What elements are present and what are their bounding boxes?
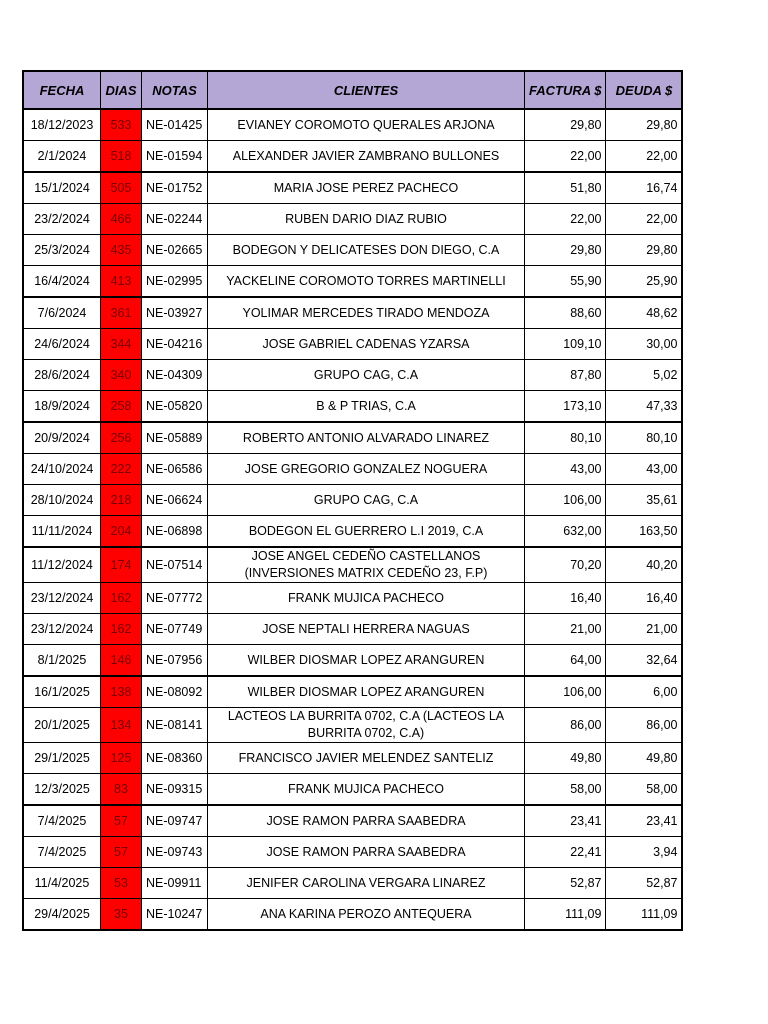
cell-deuda: 22,00 [606, 141, 683, 173]
cell-factura: 29,80 [525, 235, 606, 266]
cell-cliente: JOSE ANGEL CEDEÑO CASTELLANOS (INVERSIONES MATRIX CEDEÑO 23, F.P) [208, 547, 525, 583]
cell-deuda: 43,00 [606, 454, 683, 485]
cell-cliente: MARIA JOSE PEREZ PACHECO [208, 172, 525, 204]
cell-deuda: 58,00 [606, 774, 683, 806]
cell-deuda: 23,41 [606, 805, 683, 837]
table-row [23, 204, 682, 235]
table-row [23, 141, 682, 173]
cell-dias: 413 [101, 266, 142, 298]
cell-cliente: B & P TRIAS, C.A [208, 391, 525, 423]
table-row [23, 329, 682, 360]
table-row [23, 266, 682, 298]
cell-deuda: 21,00 [606, 614, 683, 645]
cell-dias: 174 [101, 547, 142, 583]
cell-nota: NE-08360 [142, 743, 208, 774]
cell-cliente: ROBERTO ANTONIO ALVARADO LINAREZ [208, 422, 525, 454]
cell-cliente: YACKELINE COROMOTO TORRES MARTINELLI [208, 266, 525, 298]
table-row [23, 837, 682, 868]
cell-deuda: 111,09 [606, 899, 683, 931]
cell-dias: 57 [101, 837, 142, 868]
cell-factura: 43,00 [525, 454, 606, 485]
cell-fecha: 7/4/2025 [23, 837, 101, 868]
cell-dias: 162 [101, 614, 142, 645]
table-row [23, 422, 682, 454]
cell-factura: 106,00 [525, 485, 606, 516]
cell-dias: 134 [101, 708, 142, 743]
header-dias: DIAS [101, 71, 142, 109]
cell-dias: 361 [101, 297, 142, 329]
cell-fecha: 28/10/2024 [23, 485, 101, 516]
cell-factura: 21,00 [525, 614, 606, 645]
cell-dias: 518 [101, 141, 142, 173]
cell-cliente: GRUPO CAG, C.A [208, 360, 525, 391]
cell-factura: 70,20 [525, 547, 606, 583]
cell-nota: NE-06586 [142, 454, 208, 485]
cell-nota: NE-03927 [142, 297, 208, 329]
cell-nota: NE-04216 [142, 329, 208, 360]
table-row [23, 868, 682, 899]
cell-deuda: 80,10 [606, 422, 683, 454]
table-row [23, 454, 682, 485]
cell-nota: NE-01752 [142, 172, 208, 204]
cell-dias: 57 [101, 805, 142, 837]
cell-cliente: JOSE NEPTALI HERRERA NAGUAS [208, 614, 525, 645]
cell-factura: 49,80 [525, 743, 606, 774]
cell-factura: 64,00 [525, 645, 606, 677]
cell-fecha: 25/3/2024 [23, 235, 101, 266]
cell-nota: NE-07956 [142, 645, 208, 677]
cell-deuda: 163,50 [606, 516, 683, 548]
cell-nota: NE-05889 [142, 422, 208, 454]
cell-nota: NE-07749 [142, 614, 208, 645]
cell-factura: 106,00 [525, 676, 606, 708]
cell-fecha: 18/12/2023 [23, 109, 101, 141]
table-row [23, 360, 682, 391]
cell-dias: 53 [101, 868, 142, 899]
cell-cliente: YOLIMAR MERCEDES TIRADO MENDOZA [208, 297, 525, 329]
cell-deuda: 52,87 [606, 868, 683, 899]
cell-nota: NE-01425 [142, 109, 208, 141]
cell-nota: NE-08141 [142, 708, 208, 743]
cell-fecha: 23/12/2024 [23, 583, 101, 614]
cell-factura: 16,40 [525, 583, 606, 614]
cell-dias: 466 [101, 204, 142, 235]
cell-nota: NE-08092 [142, 676, 208, 708]
cell-factura: 22,41 [525, 837, 606, 868]
cell-nota: NE-07514 [142, 547, 208, 583]
cell-nota: NE-06624 [142, 485, 208, 516]
cell-fecha: 16/4/2024 [23, 266, 101, 298]
cell-fecha: 24/10/2024 [23, 454, 101, 485]
header-deuda: DEUDA $ [606, 71, 683, 109]
cell-factura: 51,80 [525, 172, 606, 204]
cell-deuda: 49,80 [606, 743, 683, 774]
cell-nota: NE-10247 [142, 899, 208, 931]
header-row [23, 71, 682, 109]
cell-nota: NE-01594 [142, 141, 208, 173]
cell-fecha: 15/1/2024 [23, 172, 101, 204]
header-clientes: CLIENTES [208, 71, 525, 109]
cell-deuda: 32,64 [606, 645, 683, 677]
cell-cliente: JOSE RAMON PARRA SAABEDRA [208, 837, 525, 868]
cell-factura: 55,90 [525, 266, 606, 298]
table-row [23, 109, 682, 141]
cell-fecha: 23/2/2024 [23, 204, 101, 235]
cell-nota: NE-09315 [142, 774, 208, 806]
table-row [23, 485, 682, 516]
cell-fecha: 29/1/2025 [23, 743, 101, 774]
cell-fecha: 16/1/2025 [23, 676, 101, 708]
table-row [23, 805, 682, 837]
table-row [23, 774, 682, 806]
table-row [23, 235, 682, 266]
cell-factura: 22,00 [525, 141, 606, 173]
table-row [23, 547, 682, 583]
cell-cliente: JOSE GABRIEL CADENAS YZARSA [208, 329, 525, 360]
cell-cliente: WILBER DIOSMAR LOPEZ ARANGUREN [208, 645, 525, 677]
cell-factura: 111,09 [525, 899, 606, 931]
cell-dias: 204 [101, 516, 142, 548]
cell-nota: NE-02995 [142, 266, 208, 298]
cell-dias: 125 [101, 743, 142, 774]
table-row [23, 676, 682, 708]
cell-deuda: 6,00 [606, 676, 683, 708]
cell-fecha: 2/1/2024 [23, 141, 101, 173]
cell-cliente: ALEXANDER JAVIER ZAMBRANO BULLONES [208, 141, 525, 173]
cell-factura: 632,00 [525, 516, 606, 548]
cell-fecha: 8/1/2025 [23, 645, 101, 677]
cell-cliente: JOSE GREGORIO GONZALEZ NOGUERA [208, 454, 525, 485]
cell-deuda: 30,00 [606, 329, 683, 360]
cell-dias: 256 [101, 422, 142, 454]
table-row [23, 172, 682, 204]
cell-factura: 52,87 [525, 868, 606, 899]
cell-factura: 88,60 [525, 297, 606, 329]
cell-nota: NE-09743 [142, 837, 208, 868]
cell-factura: 29,80 [525, 109, 606, 141]
cell-cliente: FRANCISCO JAVIER MELENDEZ SANTELIZ [208, 743, 525, 774]
cell-dias: 83 [101, 774, 142, 806]
cell-cliente: FRANK MUJICA PACHECO [208, 774, 525, 806]
cell-fecha: 20/9/2024 [23, 422, 101, 454]
cell-factura: 109,10 [525, 329, 606, 360]
cell-dias: 162 [101, 583, 142, 614]
cell-factura: 80,10 [525, 422, 606, 454]
cell-fecha: 18/9/2024 [23, 391, 101, 423]
cell-deuda: 35,61 [606, 485, 683, 516]
cell-dias: 146 [101, 645, 142, 677]
cell-cliente: FRANK MUJICA PACHECO [208, 583, 525, 614]
cell-nota: NE-04309 [142, 360, 208, 391]
table-row [23, 614, 682, 645]
cell-factura: 23,41 [525, 805, 606, 837]
cell-cliente: LACTEOS LA BURRITA 0702, C.A (LACTEOS LA BURRITA 0702, C.A) [208, 708, 525, 743]
cell-deuda: 16,40 [606, 583, 683, 614]
header-factura: FACTURA $ [525, 71, 606, 109]
cell-dias: 435 [101, 235, 142, 266]
header-notas: NOTAS [142, 71, 208, 109]
cell-dias: 138 [101, 676, 142, 708]
table-row [23, 899, 682, 931]
cell-cliente: GRUPO CAG, C.A [208, 485, 525, 516]
cell-nota: NE-09911 [142, 868, 208, 899]
cell-fecha: 7/6/2024 [23, 297, 101, 329]
cell-fecha: 20/1/2025 [23, 708, 101, 743]
cell-deuda: 40,20 [606, 547, 683, 583]
cell-factura: 86,00 [525, 708, 606, 743]
cell-deuda: 86,00 [606, 708, 683, 743]
cell-nota: NE-02665 [142, 235, 208, 266]
cell-factura: 22,00 [525, 204, 606, 235]
cell-cliente: ANA KARINA PEROZO ANTEQUERA [208, 899, 525, 931]
table-row [23, 297, 682, 329]
cell-fecha: 29/4/2025 [23, 899, 101, 931]
cell-dias: 218 [101, 485, 142, 516]
cell-deuda: 25,90 [606, 266, 683, 298]
cell-nota: NE-07772 [142, 583, 208, 614]
cell-factura: 173,10 [525, 391, 606, 423]
cell-fecha: 7/4/2025 [23, 805, 101, 837]
cell-deuda: 29,80 [606, 109, 683, 141]
cell-factura: 58,00 [525, 774, 606, 806]
table-row [23, 516, 682, 548]
cell-dias: 505 [101, 172, 142, 204]
cell-dias: 222 [101, 454, 142, 485]
cell-fecha: 12/3/2025 [23, 774, 101, 806]
table-row [23, 391, 682, 423]
cell-dias: 35 [101, 899, 142, 931]
cell-fecha: 11/11/2024 [23, 516, 101, 548]
cell-factura: 87,80 [525, 360, 606, 391]
cell-dias: 533 [101, 109, 142, 141]
cell-deuda: 48,62 [606, 297, 683, 329]
cell-fecha: 11/4/2025 [23, 868, 101, 899]
cell-cliente: JENIFER CAROLINA VERGARA LINAREZ [208, 868, 525, 899]
cell-deuda: 22,00 [606, 204, 683, 235]
table-row [23, 743, 682, 774]
cell-dias: 258 [101, 391, 142, 423]
cell-nota: NE-02244 [142, 204, 208, 235]
cell-deuda: 16,74 [606, 172, 683, 204]
cell-deuda: 3,94 [606, 837, 683, 868]
cell-nota: NE-06898 [142, 516, 208, 548]
table-row [23, 645, 682, 677]
cell-fecha: 23/12/2024 [23, 614, 101, 645]
cell-fecha: 28/6/2024 [23, 360, 101, 391]
cell-deuda: 29,80 [606, 235, 683, 266]
cell-deuda: 5,02 [606, 360, 683, 391]
cell-dias: 344 [101, 329, 142, 360]
debt-table [22, 70, 683, 931]
cell-cliente: BODEGON EL GUERRERO L.I 2019, C.A [208, 516, 525, 548]
header-fecha: FECHA [23, 71, 101, 109]
cell-cliente: RUBEN DARIO DIAZ RUBIO [208, 204, 525, 235]
cell-cliente: WILBER DIOSMAR LOPEZ ARANGUREN [208, 676, 525, 708]
cell-cliente: BODEGON Y DELICATESES DON DIEGO, C.A [208, 235, 525, 266]
table-row [23, 583, 682, 614]
table-row [23, 708, 682, 743]
cell-cliente: EVIANEY COROMOTO QUERALES ARJONA [208, 109, 525, 141]
cell-dias: 340 [101, 360, 142, 391]
cell-nota: NE-09747 [142, 805, 208, 837]
table-body [23, 109, 682, 930]
cell-cliente: JOSE RAMON PARRA SAABEDRA [208, 805, 525, 837]
cell-nota: NE-05820 [142, 391, 208, 423]
cell-fecha: 11/12/2024 [23, 547, 101, 583]
cell-deuda: 47,33 [606, 391, 683, 423]
cell-fecha: 24/6/2024 [23, 329, 101, 360]
